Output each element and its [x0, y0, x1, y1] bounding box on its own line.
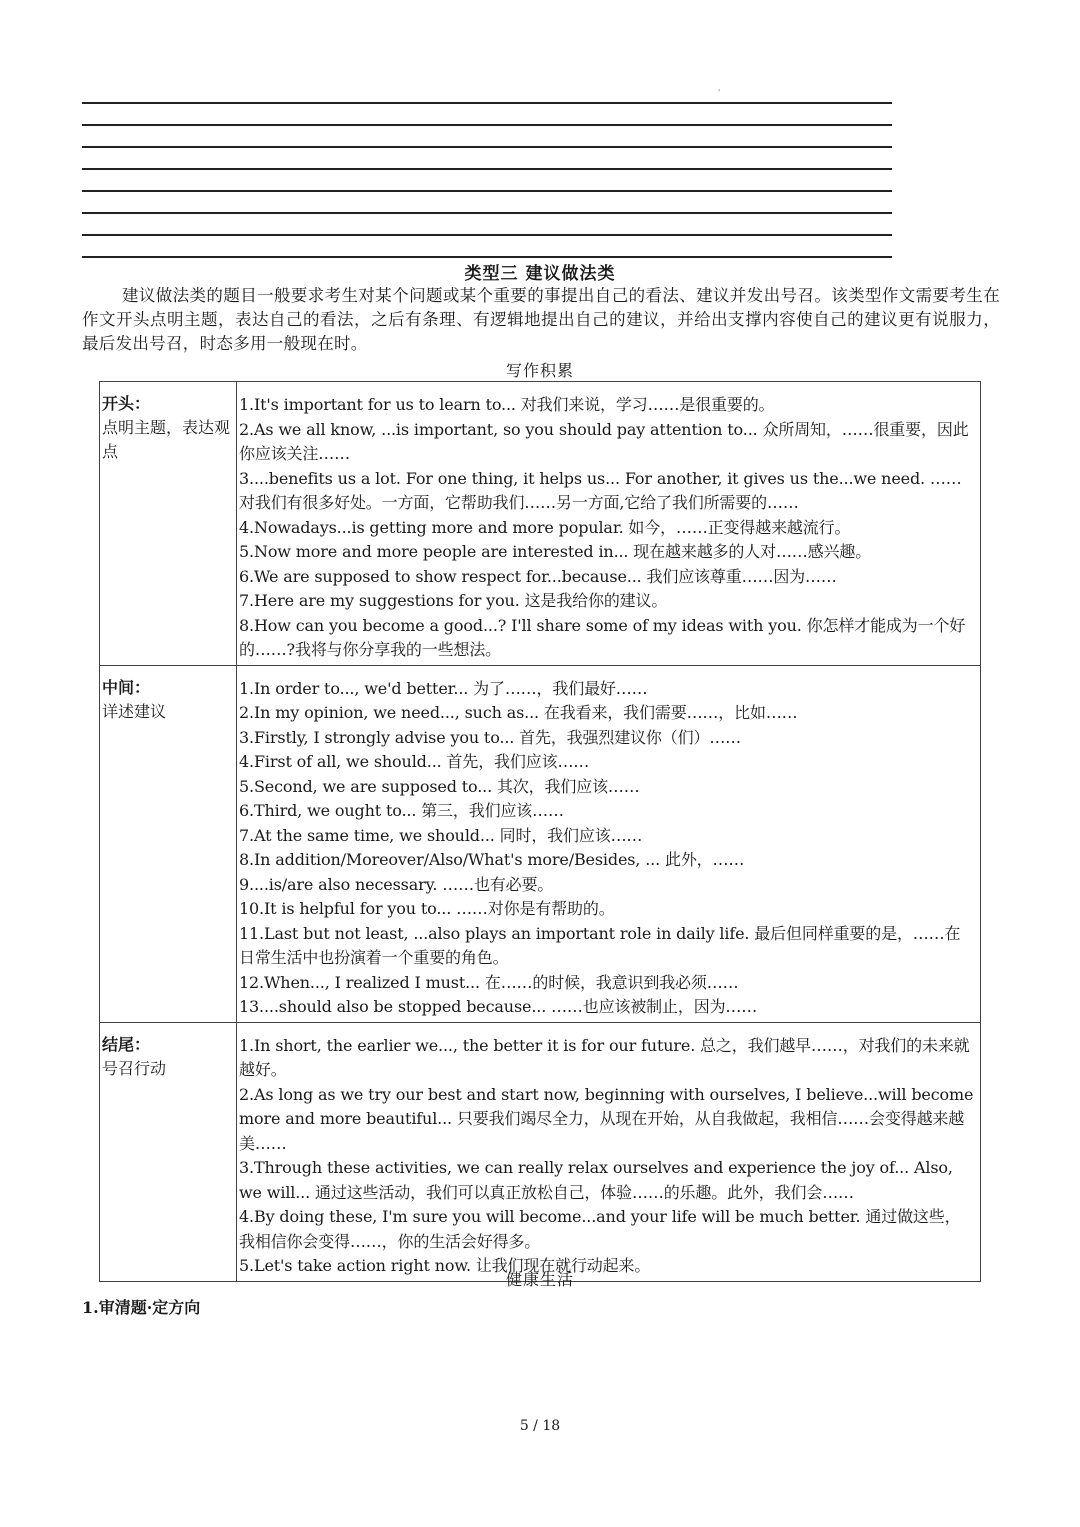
phrase-item: 13....should also be stopped because... ……也应该被制止，因为……	[239, 997, 758, 1016]
phrase-item: 4.Nowadays...is getting more and more popular. 如今，……正变得越来越流行。	[239, 517, 851, 537]
phrase-item: 7.Here are my suggestions for you. 这是我给你的建议。	[239, 591, 668, 610]
row-description: 号召行动	[102, 1058, 167, 1078]
phrase-item: 3.Through these activities, we can really relax ourselves and experience the joy of... Also, we will... 通过这些活动，我们可以真正放松自己，体验……的乐趣。此外，我们会……	[239, 1158, 953, 1202]
phrase-item: 4.First of all, we should... 首先，我们应该……	[239, 752, 590, 771]
answer-line	[82, 124, 892, 126]
row-description: 点明主题，表达观点	[102, 418, 231, 461]
row-label	[100, 382, 237, 666]
scan-mark: '	[718, 88, 721, 97]
phrase-item: 7.At the same time, we should... 同时，我们应该……	[239, 825, 643, 845]
row-title: 开头：	[102, 394, 151, 413]
row-title: 结尾：	[102, 1034, 151, 1054]
table-row-opening	[100, 382, 981, 666]
section-heading: 类型三 建议做法类	[464, 264, 616, 284]
answer-lines	[82, 102, 892, 278]
intro-paragraph: 建议做法类的题目一般要求考生对某个问题或某个重要的事提出自己的看法、建议并发出号召。该类型作文需要考生在作文开头点明主题，表达自己的看法，之后有条理、有逻辑地提出自己的建议，并给出支撑内容使自己的建议更有说服力，最后发出号召，时态多用一般现在时。	[82, 286, 1000, 353]
row-title: 中间：	[102, 677, 151, 697]
answer-line	[82, 102, 892, 104]
topic-title: 健康生活	[505, 1270, 574, 1289]
answer-line	[82, 256, 892, 258]
step-heading: 1.审清题·定方向	[82, 1298, 201, 1317]
phrase-item: 10.It is helpful for you to... ……对你是有帮助的。	[239, 899, 615, 918]
phrase-item: 3....benefits us a lot. For one thing, it helps us... For another, it gives us the...we need. ……对我们有很多好处。一方面，它帮助我们……另一方面,它给了我们所需要的……	[239, 468, 962, 512]
answer-line	[82, 212, 892, 214]
row-label	[100, 665, 237, 1022]
phrase-item: 9....is/are also necessary. ……也有必要。	[239, 874, 554, 894]
phrase-item: 1.It's important for us to learn to... 对我们来说，学习……是很重要的。	[239, 395, 775, 414]
phrase-item: 3.Firstly, I strongly advise you to... 首先，我强烈建议你（们）……	[239, 727, 742, 747]
phrase-item: 8.How can you become a good...? I'll share some of my ideas with you. 你怎样才能成为一个好的……?我将与你分享我的一些想法。	[239, 615, 966, 659]
phrase-list	[237, 665, 981, 1022]
row-description: 详述建议	[102, 701, 167, 721]
table-subtitle: 写作积累	[505, 361, 574, 380]
phrase-item: 5.Let's take action right now. 让我们现在就行动起来。	[239, 1256, 651, 1275]
phrase-item: 5.Now more and more people are interested in... 现在越来越多的人对……感兴趣。	[239, 542, 872, 561]
table-row-ending	[100, 1022, 981, 1281]
phrase-item: 11.Last but not least, ...also plays an important role in daily life. 最后但同样重要的是，……在日常生活中也扮演着一个重要的角色。	[239, 923, 961, 967]
phrase-item: 6.We are supposed to show respect for...because... 我们应该尊重……因为……	[239, 566, 837, 586]
phrase-item: 8.In addition/Moreover/Also/What's more/Besides, ... 此外，……	[239, 850, 745, 869]
answer-line	[82, 234, 892, 236]
phrase-item: 1.In order to..., we'd better... 为了……，我们最好……	[239, 678, 648, 698]
phrase-item: 12.When..., I realized I must... 在……的时候，我意识到我必须……	[239, 972, 739, 992]
table-row-middle	[100, 665, 981, 1022]
phrase-item: 2.As we all know, ...is important, so you should pay attention to... 众所周知，……很重要，因此你应该关注……	[239, 419, 969, 463]
phrase-item: 4.By doing these, I'm sure you will become...and your life will be much better. 通过做这些，我相信你会变得……，你的生活会好得多。	[239, 1207, 961, 1251]
row-label	[100, 1022, 237, 1281]
phrase-item: 1.In short, the earlier we..., the better it is for our future. 总之，我们越早……，对我们的未来就越好。	[239, 1035, 970, 1079]
phrase-item: 2.In my opinion, we need..., such as... 在我看来，我们需要……，比如……	[239, 703, 798, 722]
writing-phrases-table	[99, 381, 981, 1282]
answer-line	[82, 168, 892, 170]
phrase-item: 6.Third, we ought to... 第三，我们应该……	[239, 801, 564, 820]
phrase-list	[237, 382, 981, 666]
answer-line	[82, 146, 892, 148]
answer-line	[82, 190, 892, 192]
page-number: 5 / 18	[519, 1418, 561, 1434]
phrase-list	[237, 1022, 981, 1281]
phrase-item: 5.Second, we are supposed to... 其次，我们应该……	[239, 776, 640, 796]
phrase-item: 2.As long as we try our best and start now, beginning with ourselves, I believe...will become more and more beautiful... 只要我们竭尽全力，从现在开始，从自我做起，我相信……会变得越来越美……	[239, 1084, 974, 1153]
